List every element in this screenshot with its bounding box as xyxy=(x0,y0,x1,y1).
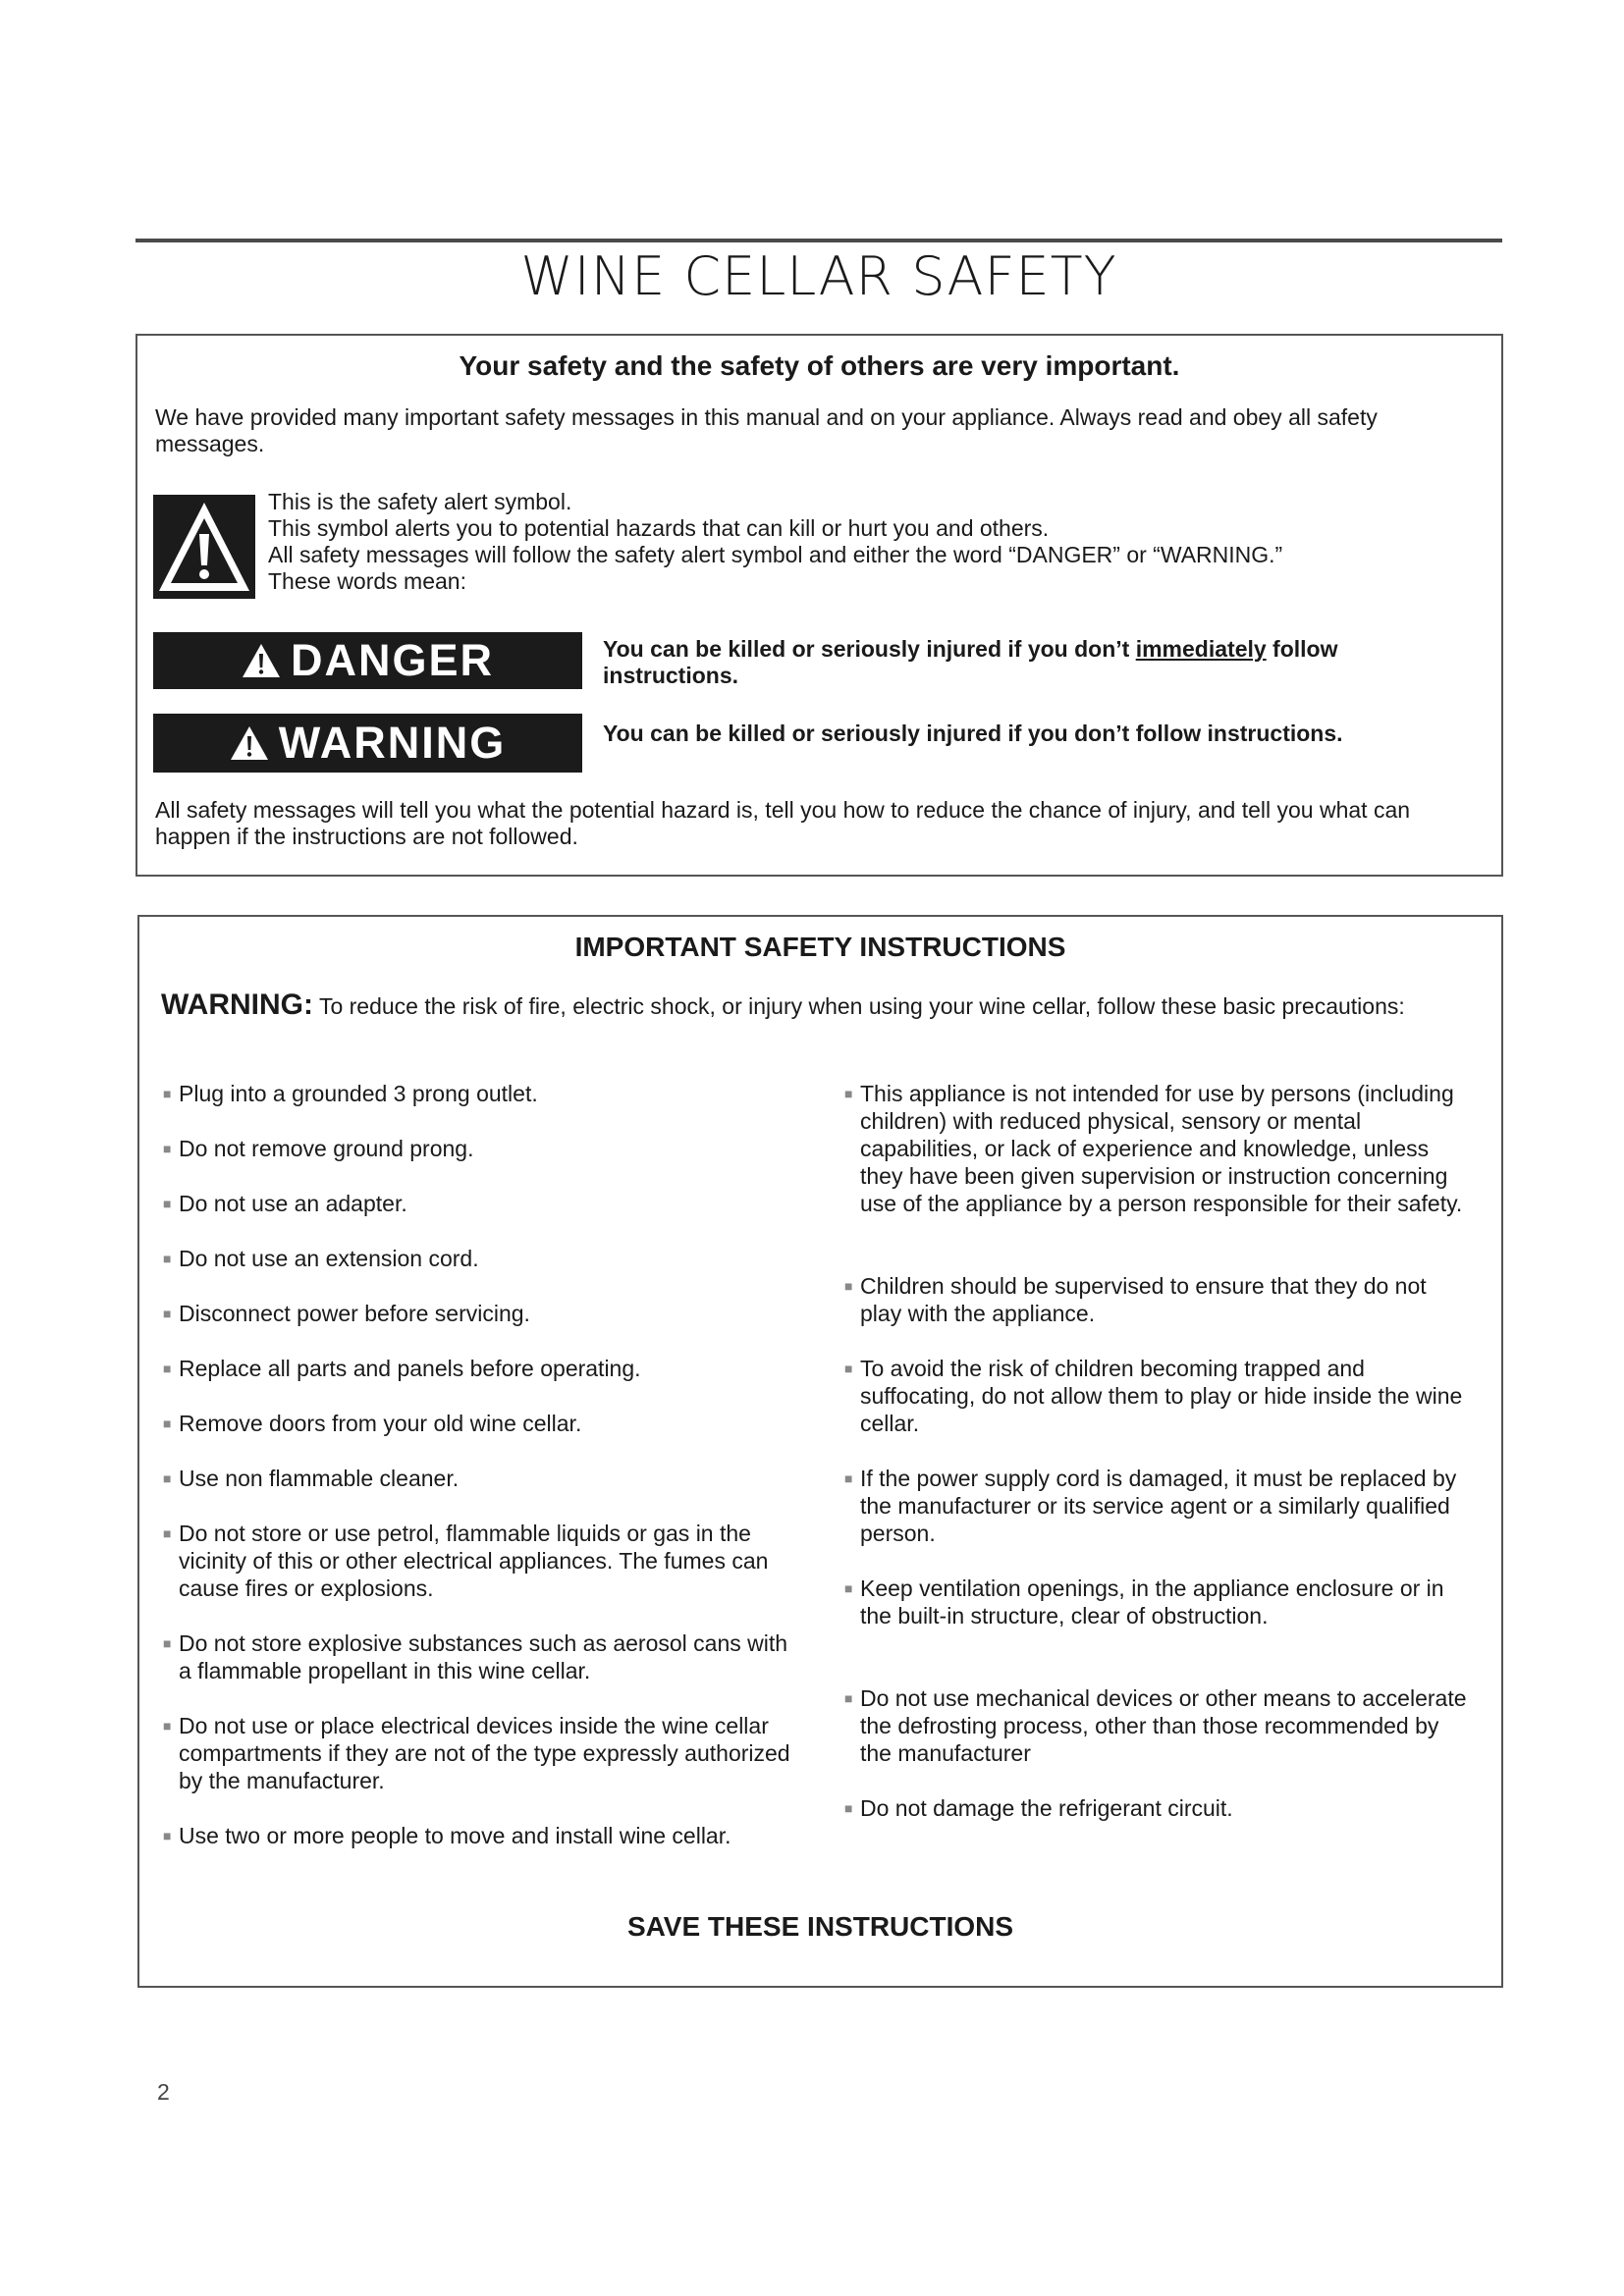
danger-text-emphasis: immediately xyxy=(1135,636,1267,662)
list-item xyxy=(163,1410,791,1437)
list-item-text: Do not use or place electrical devices inside the wine cellar compartments if they are not of the type expressly authorized by the manufacturer. xyxy=(179,1713,790,1793)
alert-line: This is the safety alert symbol. xyxy=(268,489,572,514)
alert-line: All safety messages will follow the safety alert symbol and either the word “DANGER” or “WARNING.” xyxy=(268,542,1283,567)
bullet: ■ xyxy=(163,1415,172,1431)
bullet: ■ xyxy=(163,1306,172,1321)
list-item-text: Do not use mechanical devices or other means to accelerate the defrosting process, other than those recommended by the manufacturer xyxy=(860,1685,1467,1766)
list-item-text: To avoid the risk of children becoming trapped and suffocating, do not allow them to play or hide inside the wine cellar. xyxy=(860,1356,1463,1436)
bullet: ■ xyxy=(163,1086,172,1101)
list-item-text: Use two or more people to move and install wine cellar. xyxy=(179,1823,731,1848)
list-item-text: Do not use an adapter. xyxy=(179,1191,407,1216)
list-item-text: Do not store explosive substances such as aerosol cans with a flammable propellant in this wine cellar. xyxy=(179,1630,788,1683)
list-item xyxy=(163,1629,791,1684)
alert-line: This symbol alerts you to potential hazards that can kill or hurt you and others. xyxy=(268,515,1050,541)
list-item-text: Use non flammable cleaner. xyxy=(179,1466,460,1491)
danger-label: DANGER xyxy=(290,635,494,685)
alert-line: These words mean: xyxy=(268,568,466,594)
list-item-text: Remove doors from your old wine cellar. xyxy=(179,1411,582,1436)
list-item xyxy=(163,1822,791,1849)
bullet: ■ xyxy=(844,1278,853,1294)
bullet: ■ xyxy=(163,1141,172,1156)
list-item xyxy=(163,1245,791,1272)
bullet: ■ xyxy=(844,1690,853,1706)
list-item xyxy=(844,1794,1473,1822)
list-item xyxy=(844,1080,1473,1217)
list-item xyxy=(163,1465,791,1492)
bullet: ■ xyxy=(163,1635,172,1651)
list-item-text: Keep ventilation openings, in the appliance enclosure or in the built-in structure, clear of obstruction. xyxy=(860,1575,1444,1629)
list-item xyxy=(163,1355,791,1382)
list-item xyxy=(844,1272,1473,1327)
list-item xyxy=(163,1190,791,1217)
list-item-text: Disconnect power before servicing. xyxy=(179,1301,530,1326)
warning-signal-bar xyxy=(153,714,582,773)
list-item xyxy=(844,1355,1473,1437)
important-safety-instructions-box xyxy=(137,915,1503,1988)
safety-box-intro: We have provided many important safety messages in this manual and on your appliance. Always read and obey all safety messages. xyxy=(155,404,1378,456)
alert-symbol-description xyxy=(268,489,1446,595)
bullet: ■ xyxy=(163,1718,172,1734)
list-item xyxy=(844,1575,1473,1629)
list-item-text: Do not damage the refrigerant circuit. xyxy=(860,1795,1233,1821)
bullet: ■ xyxy=(163,1251,172,1266)
list-item xyxy=(163,1080,791,1107)
warning-intro xyxy=(161,988,1477,1021)
list-item xyxy=(844,1465,1473,1547)
warning-label: WARNING xyxy=(278,718,507,768)
list-item-text: Plug into a grounded 3 prong outlet. xyxy=(179,1081,538,1106)
bullet: ■ xyxy=(163,1196,172,1211)
list-item-text: This appliance is not intended for use by persons (including children) with reduced physical, sensory or mental capabilities, or lack of experience and knowledge, unless they have been given supervision or instruction concerning use of the appliance by a person responsible for their safety. xyxy=(860,1081,1463,1216)
list-item-text: Do not remove ground prong. xyxy=(179,1136,474,1161)
danger-text-part: You can be killed or seriously injured if you don’t xyxy=(603,636,1136,662)
bullet: ■ xyxy=(163,1470,172,1486)
top-rule xyxy=(135,239,1502,242)
list-item xyxy=(844,1684,1473,1767)
list-item xyxy=(163,1712,791,1794)
danger-text-part: follow instructions. xyxy=(603,636,1338,688)
danger-description xyxy=(603,636,1467,689)
warning-intro-text: To reduce the risk of fire, electric shock, or injury when using your wine cellar, follow these basic precautions: xyxy=(318,993,1405,1019)
bullet: ■ xyxy=(844,1470,853,1486)
list-item xyxy=(163,1300,791,1327)
warning-triangle-icon xyxy=(230,725,269,761)
list-item-text: Do not store or use petrol, flammable liquids or gas in the vicinity of this or other electrical appliances. The fumes can cause fires or explosions. xyxy=(179,1521,769,1601)
safety-box-heading: Your safety and the safety of others are very important. xyxy=(459,350,1180,381)
list-item xyxy=(163,1135,791,1162)
bullet: ■ xyxy=(163,1828,172,1843)
list-item xyxy=(163,1520,791,1602)
safety-alert-icon xyxy=(153,495,255,599)
list-item-text: Do not use an extension cord. xyxy=(179,1246,479,1271)
list-item-text: Replace all parts and panels before operating. xyxy=(179,1356,641,1381)
bullet: ■ xyxy=(163,1361,172,1376)
page-title: WINE CELLAR SAFETY xyxy=(520,245,1117,307)
warning-intro-label: WARNING: xyxy=(161,988,313,1021)
instructions-heading: IMPORTANT SAFETY INSTRUCTIONS xyxy=(574,932,1066,962)
page-number: 2 xyxy=(157,2079,170,2105)
warning-description: You can be killed or seriously injured if you don’t follow instructions. xyxy=(603,721,1343,746)
danger-signal-bar xyxy=(153,632,582,689)
list-item-text: Children should be supervised to ensure that they do not play with the appliance. xyxy=(860,1273,1427,1326)
safety-box-outro: All safety messages will tell you what the potential hazard is, tell you how to reduce the chance of injury, and tell you what can happen if the instructions are not followed. xyxy=(155,797,1411,849)
save-instructions-heading: SAVE THESE INSTRUCTIONS xyxy=(626,1911,1014,1942)
bullet: ■ xyxy=(844,1800,853,1816)
bullet: ■ xyxy=(163,1525,172,1541)
bullet: ■ xyxy=(844,1086,853,1101)
safety-messages-box xyxy=(135,334,1503,877)
bullet: ■ xyxy=(844,1580,853,1596)
bullet: ■ xyxy=(844,1361,853,1376)
warning-triangle-icon xyxy=(242,643,281,678)
list-item-text: If the power supply cord is damaged, it must be replaced by the manufacturer or its service agent or a similarly qualified person. xyxy=(860,1466,1457,1546)
